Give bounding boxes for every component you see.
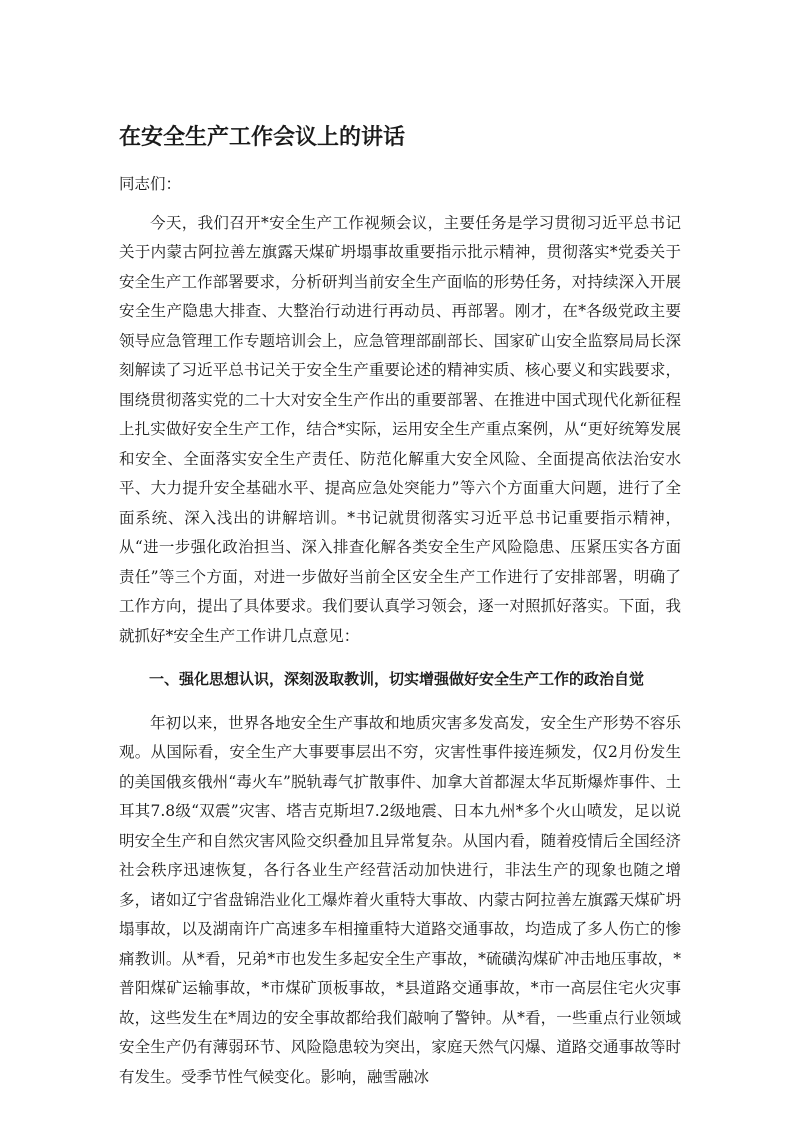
paragraph-situation: 年初以来，世界各地安全生产事故和地质灾害多发高发，安全生产形势不容乐观。从国际看，安全生产大事要事层出不穷，灾害性事件接连频发，仅2月份发生的美国俄亥俄州“毒火车”脱轨毒气扩散事件、加拿大首都渥太华瓦斯爆炸事件、土耳其7.8级“双震”灾害、塔吉克斯坦7.2级地震、日本九州*多个火山喷发，足以说明安全生产和自然灾害风险交织叠加且异常复杂。从国内看，随着疫情后全国经济社会秩序迅速恢复，各行各业生产经营活动加快进行，非法生产的现象也随之增多，诸如辽宁省盘锦浩业化工爆炸着火重特大事故、内蒙古阿拉善左旗露天煤矿坍塌事故，以及湖南许广高速多车相撞重特大道路交通事故，均造成了多人伤亡的惨痛教训。从*看，兄弟*市也发生多起安全生产事故，*硫磺沟煤矿冲击地压事故，*普阳煤矿运输事故，*市煤矿顶板事故，*县道路交通事故，*市一高层住宅火灾事故，这些发生在*周边的安全事故都给我们敲响了警钟。从*看，一些重点行业领域安全生产仍有薄弱环节、风险隐患较为突出，家庭天然气闪爆、道路交通事故等时有发生。受季节性气候变化。影响，融雪融冰: [119, 713, 681, 1086]
section-heading-1: 一、强化思想认识，深刻汲取教训，切实增强做好安全生产工作的政治自觉: [149, 670, 645, 688]
document-title: 在安全生产工作会议上的讲话: [119, 125, 406, 150]
salutation: 同志们：: [119, 175, 182, 193]
paragraph-intro: 今天，我们召开*安全生产工作视频会议，主要任务是学习贯彻习近平总书记关于内蒙古阿拉善左旗露天煤矿坍塌事故重要指示批示精神，贯彻落实*党委关于安全生产工作部署要求，分析研判当前安全生产面临的形势任务，对持续深入开展安全生产隐患大排查、大整治行动进行再动员、再部署。刚才，在*各级党政主要领导应急管理工作专题培训会上，应急管理部副部长、国家矿山安全监察局局长深刻解读了习近平总书记关于安全生产重要论述的精神实质、核心要义和实践要求，围绕贯彻落实党的二十大对安全生产作出的重要部署、在推进中国式现代化新征程上扎实做好安全生产工作，结合*实际，运用安全生产重点案例，从“更好统筹发展和安全、全面落实安全生产责任、防范化解重大安全风险、全面提高依法治安水平、大力提升安全基础水平、提高应急处突能力”等六个方面重大问题，进行了全面系统、深入浅出的讲解培训。*书记就贯彻落实习近平总书记重要指示精神，从“进一步强化政治担当、深入排查化解各类安全生产风险隐患、压紧压实各方面责任”等三个方面，对进一步做好当前全区安全生产工作进行了安排部署，明确了工作方向，提出了具体要求。我们要认真学习领会，逐一对照抓好落实。下面，我就抓好*安全生产工作讲几点意见：: [119, 213, 681, 645]
document-body: [119, 170, 681, 1106]
